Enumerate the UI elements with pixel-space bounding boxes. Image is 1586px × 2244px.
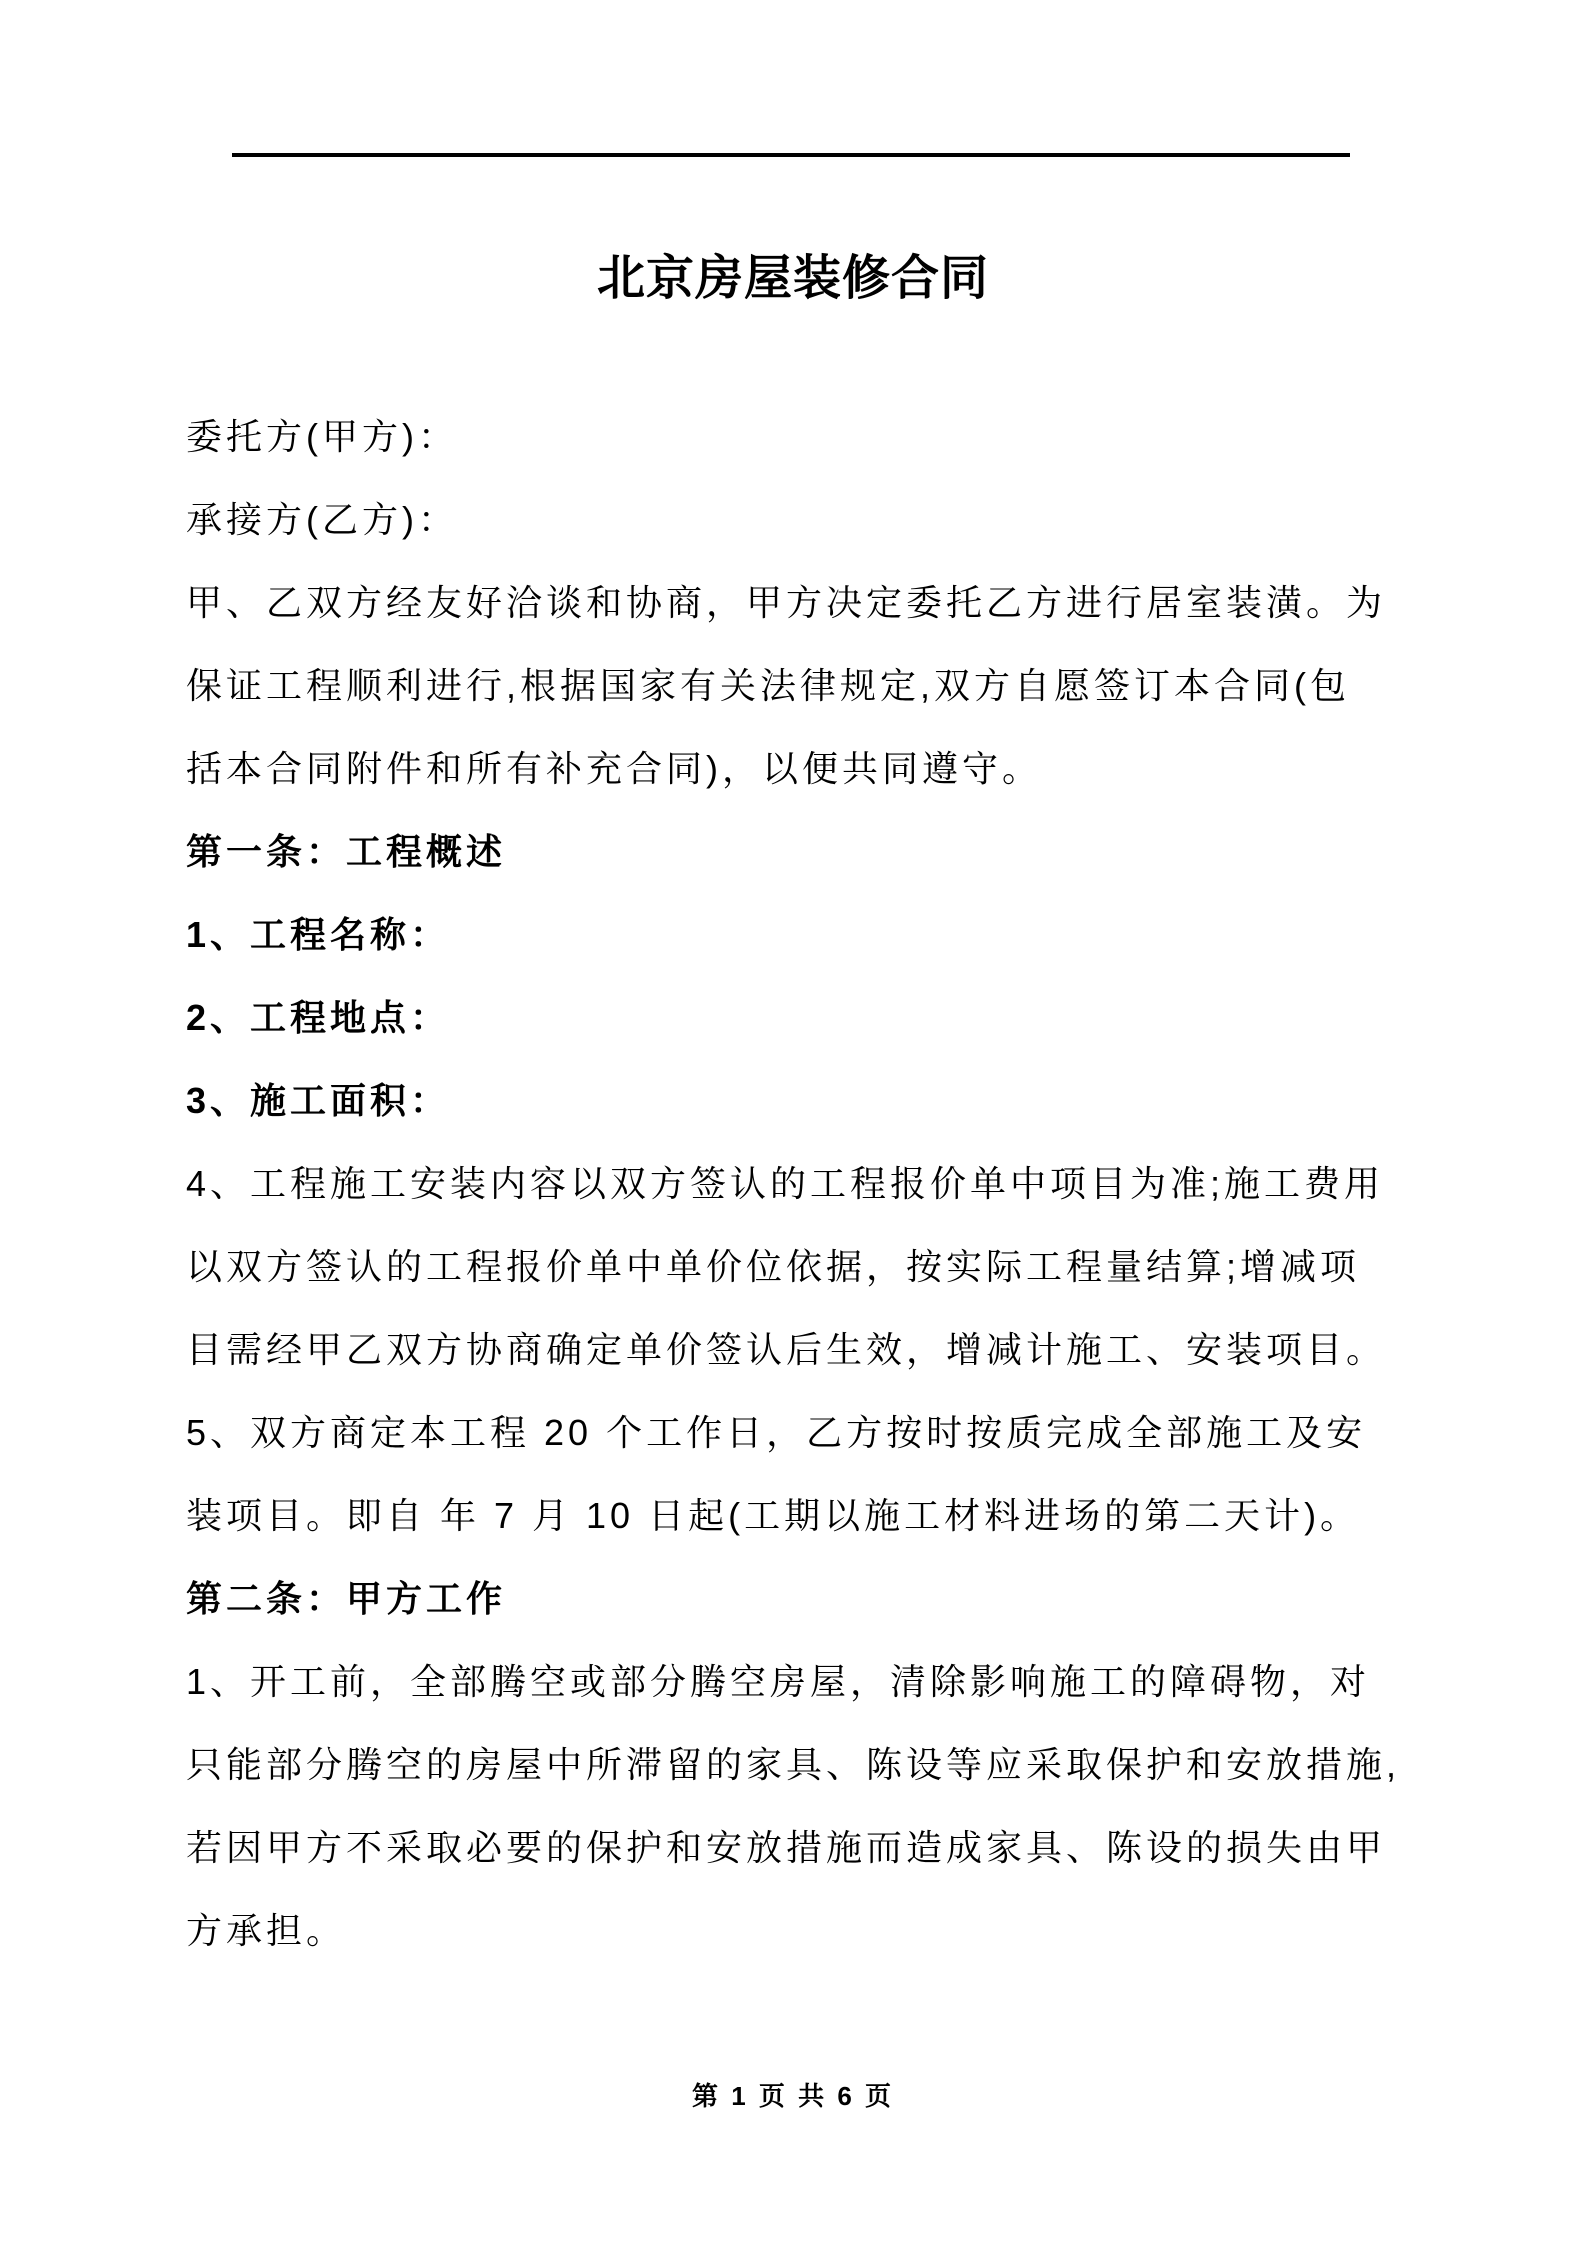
item-4-line-3: 目需经甲乙双方协商确定单价签认后生效，增减计施工、安装项目。 bbox=[186, 1329, 1387, 1370]
preamble-line-1: 甲、乙双方经友好洽谈和协商，甲方决定委托乙方进行居室装潢。为 bbox=[186, 582, 1387, 623]
page-number-footer: 第 1 页 共 6 页 bbox=[691, 2081, 895, 2111]
item-project-name: 1、工程名称： bbox=[186, 914, 451, 955]
section-2-heading: 第二条：甲方工作 bbox=[186, 1578, 507, 1619]
preamble-line-3: 括本合同附件和所有补充合同)，以便共同遵守。 bbox=[186, 748, 1042, 789]
section-1-heading: 第一条：工程概述 bbox=[186, 831, 507, 872]
contract-body bbox=[186, 395, 1456, 1972]
item-4-line-1: 4、工程施工安装内容以双方签认的工程报价单中项目为准;施工费用 bbox=[186, 1163, 1385, 1204]
page-title: 北京房屋装修合同 bbox=[596, 252, 989, 306]
party-b-line: 承接方(乙方)： bbox=[186, 499, 458, 540]
section-2-item-1-line-3: 若因甲方不采取必要的保护和安放措施而造成家具、陈设的损失由甲 bbox=[186, 1827, 1387, 1868]
section-2-item-1-line-4: 方承担。 bbox=[186, 1910, 347, 1951]
party-a-line: 委托方(甲方)： bbox=[186, 416, 458, 457]
item-4-line-2: 以双方签认的工程报价单中单价位依据，按实际工程量结算;增减项 bbox=[186, 1246, 1361, 1287]
preamble-line-2: 保证工程顺利进行,根据国家有关法律规定,双方自愿签订本合同(包 bbox=[186, 665, 1350, 706]
item-project-location: 2、工程地点： bbox=[186, 997, 451, 1038]
item-construction-area: 3、施工面积： bbox=[186, 1080, 451, 1121]
item-5-line-2: 装项目。即自 年 7 月 10 日起(工期以施工材料进场的第二天计)。 bbox=[186, 1495, 1361, 1536]
header-rule-divider bbox=[232, 153, 1350, 157]
item-5-line-1: 5、双方商定本工程 20 个工作日，乙方按时按质完成全部施工及安 bbox=[186, 1412, 1367, 1453]
section-2-item-1-line-1: 1、开工前，全部腾空或部分腾空房屋，清除影响施工的障碍物，对 bbox=[186, 1661, 1371, 1702]
section-2-item-1-line-2: 只能部分腾空的房屋中所滞留的家具、陈设等应采取保护和安放措施, bbox=[186, 1744, 1401, 1785]
